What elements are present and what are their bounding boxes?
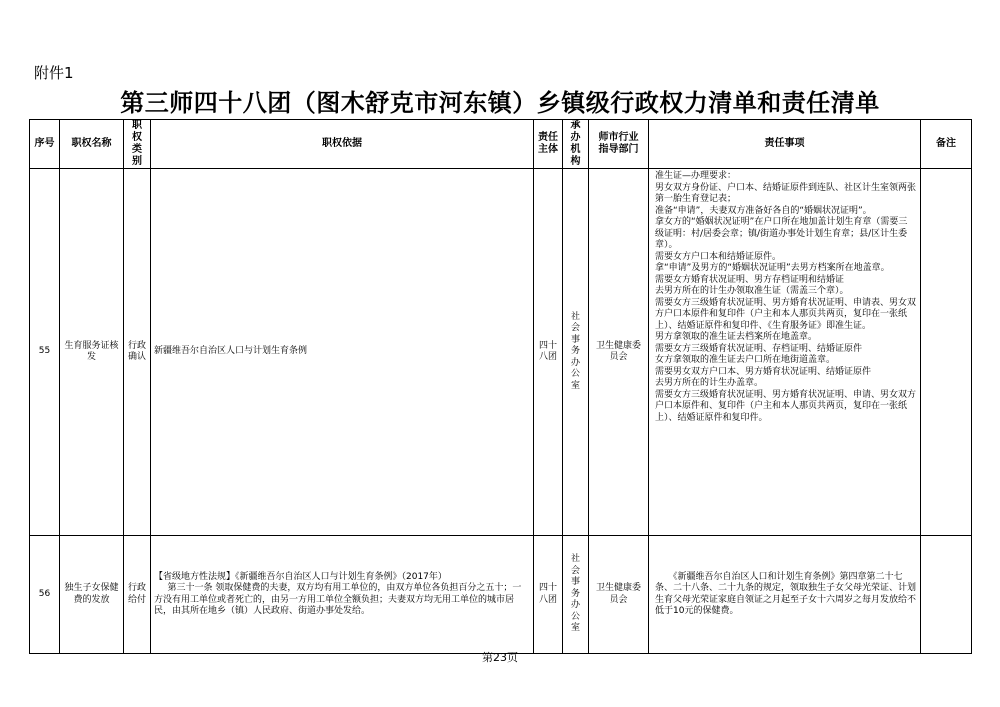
row-org: 社会事务办公室 [563,169,589,536]
header-name: 职权名称 [60,120,124,169]
row-org: 社会事务办公室 [563,536,589,654]
duty-line: 拿“申请”及男方的“婚姻状况证明”去男方档案所在地盖章。 [655,263,890,273]
basis-law-title: 【省级地方性法规】《新疆维吾尔自治区人口与计划生育条例》（2017年） [154,571,447,582]
row-name: 独生子女保健费的发放 [60,536,124,654]
header-subject: 责任主体 [534,120,563,169]
duty-line: 需要女方户口本和结婚证原件。 [655,251,782,262]
attachment-label: 附件1 [34,64,74,82]
header-no: 序号 [30,120,60,169]
header-dept: 师市行业指导部门 [589,120,649,169]
header-category: 职权类别 [124,120,151,169]
header-remark: 备注 [921,120,972,169]
duty-line: 去男方所在的计生办领取准生证（需盖三个章）。 [655,286,849,296]
duty-line: 需要女方三级婚育状况证明、男方婚育状况证明、申请、男女双方户口本原件和、复印件（户主和本人那页共两页，复印在一张纸上）、结婚证原件和复印件。 [655,389,917,423]
duty-line: 需要女方婚育状况证明、男方存档证明和结婚证 [655,274,845,285]
row-no: 56 [30,536,60,654]
row-subject: 四十八团 [534,536,563,654]
row-remark [921,536,972,654]
header-duties: 责任事项 [649,120,921,169]
duty-line: 需要女方三级婚育状况证明、男方婚育状况证明、申请表、男女双方户口本原件和复印件（户主和本人那页共两页，复印在一张纸上）、结婚证原件和复印件、《生育服务证》即准生证。 [655,297,917,331]
table-header-row [30,120,972,169]
power-list-table [29,119,972,654]
duty-line: 需要男女双方户口本、男方婚育状况证明、结婚证原件 [655,366,872,377]
duty-line: 需要女方三级婚育状况证明、存档证明、结婚证原件 [655,343,863,354]
duty-line: 准生证—办理要求： [655,171,737,181]
duty-line: 《新疆维吾尔自治区人口和计划生育条例》第四章第二十七条、二十八条、二十九条的规定，领取独生子女父母光荣证、计划生育父母光荣证家庭自领证之月起至子女十六周岁之每月发放给不低于10元的保健费。 [655,571,917,616]
row-name: 生育服务证核发 [60,169,124,536]
row-subject: 四十八团 [534,169,563,536]
table-row [30,536,972,654]
row-no: 55 [30,169,60,536]
row-category: 行政给付 [124,536,151,654]
duty-line: 拿女方的“婚姻状况证明”在户口所在地加盖计划生育章（需要三级证明：村/居委会章；镇/街道办事处计划生育章；县/区计生委章）。 [655,217,908,250]
row-duties [649,536,921,654]
header-org: 承办机构 [563,120,589,169]
row-category: 行政确认 [124,169,151,536]
row-remark [921,169,972,536]
row-duties [649,169,921,536]
row-dept: 卫生健康委员会 [589,536,649,654]
table-row [30,169,972,536]
document-title: 第三师四十八团（图木舒克市河东镇）乡镇级行政权力清单和责任清单 [120,88,880,117]
basis-article: 第三十一条 领取保健费的夫妻，双方均有用工单位的，由双方单位各负担百分之五十；一方没有用工单位或者死亡的，由另一方用工单位全额负担；夫妻双方均无用工单位的城市居民，由其所在地乡（镇）人民政府、街道办事处发给。 [154,583,522,616]
row-dept: 卫生健康委员会 [589,169,649,536]
row-basis: 新疆维吾尔自治区人口与计划生育条例 [151,169,534,536]
duty-line: 男女双方身份证、户口本、结婚证原件到连队、社区计生室领两张第一胎生育登记表； [655,182,917,204]
duty-line: 女方拿领取的准生证去户口所在地街道盖章。 [655,355,836,365]
row-basis [151,536,534,654]
header-basis: 职权依据 [151,120,534,169]
page-number: 第23页 [482,651,518,664]
duty-line: 男方拿领取的准生证去档案所在地盖章。 [655,332,818,342]
duty-line: 准备“申请”，夫妻双方准备好各自的“婚姻状况证明”。 [655,205,872,216]
duty-line: 去男方所在的计生办盖章。 [655,378,764,388]
